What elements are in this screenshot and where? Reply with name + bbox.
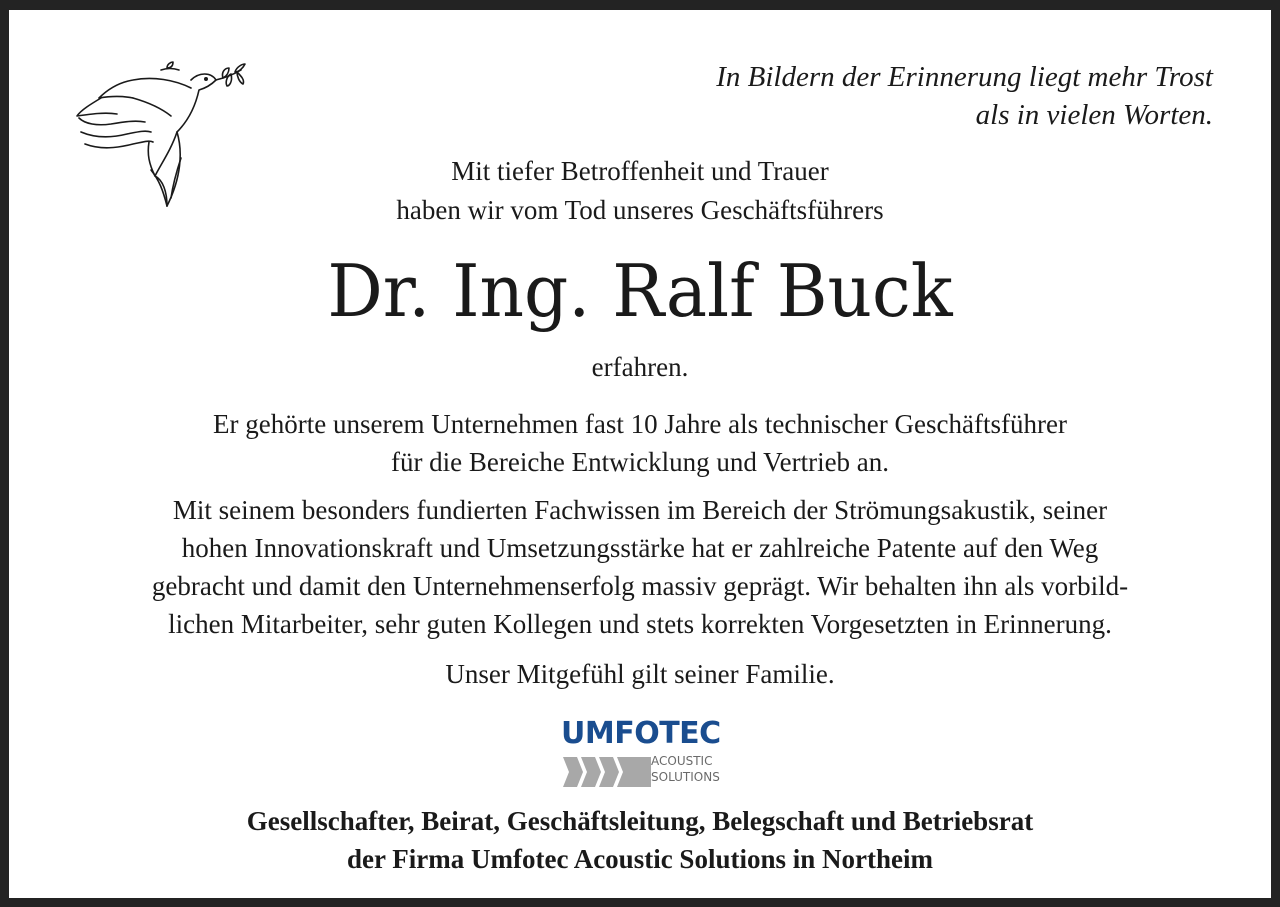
intro-text bbox=[9, 152, 1271, 230]
logo-sub-line-1: ACOUSTIC bbox=[651, 754, 713, 768]
tribute-paragraph bbox=[9, 491, 1271, 643]
signers-line-1: Gesellschafter, Beirat, Geschäftsleitung, Belegschaft und Betriebsrat bbox=[246, 806, 1034, 836]
logo-subtitle bbox=[651, 753, 720, 785]
intro-line-2: haben wir vom Tod unseres Geschäftsführers bbox=[396, 195, 884, 225]
memorial-quote bbox=[593, 58, 1213, 134]
intro-line-1: Mit tiefer Betroffenheit und Trauer bbox=[451, 156, 829, 186]
tenure-line-2: für die Bereiche Entwicklung und Vertrieb an. bbox=[390, 447, 890, 477]
signers-line-2: der Firma Umfotec Acoustic Solutions in Northeim bbox=[347, 844, 933, 874]
tribute-line-4: lichen Mitarbeiter, sehr guten Kollegen und stets korrekten Vorgesetzten in Erinnerung. bbox=[168, 609, 1112, 639]
logo-sub-line-2: SOLUTIONS bbox=[651, 770, 720, 784]
logo-bars-icon bbox=[563, 757, 651, 787]
signers-block bbox=[9, 802, 1271, 878]
quote-line-1: In Bildern der Erinnerung liegt mehr Trost bbox=[716, 61, 1213, 93]
tribute-line-3: gebracht und damit den Unternehmenserfolg massiv geprägt. Wir behalten ihn als vorbild- bbox=[151, 571, 1129, 601]
quote-line-2: als in vielen Worten. bbox=[975, 99, 1213, 131]
tribute-line-1: Mit seinem besonders fundierten Fachwissen im Bereich der Strömungsakustik, seiner bbox=[172, 495, 1108, 525]
tenure-paragraph bbox=[9, 405, 1271, 481]
after-name-text: erfahren. bbox=[591, 352, 689, 382]
tribute-line-2: hohen Innovationskraft und Umsetzungsstärke hat er zahlreiche Patente auf den Weg bbox=[181, 533, 1099, 563]
logo-wordmark: UMFOTEC bbox=[561, 716, 721, 751]
company-logo bbox=[559, 717, 739, 792]
deceased-name: Dr. Ing. Ralf Buck bbox=[327, 249, 953, 333]
tenure-line-1: Er gehörte unserem Unternehmen fast 10 Jahre als technischer Geschäftsführer bbox=[213, 409, 1067, 439]
condolence-line: Unser Mitgefühl gilt seiner Familie. bbox=[445, 659, 835, 689]
